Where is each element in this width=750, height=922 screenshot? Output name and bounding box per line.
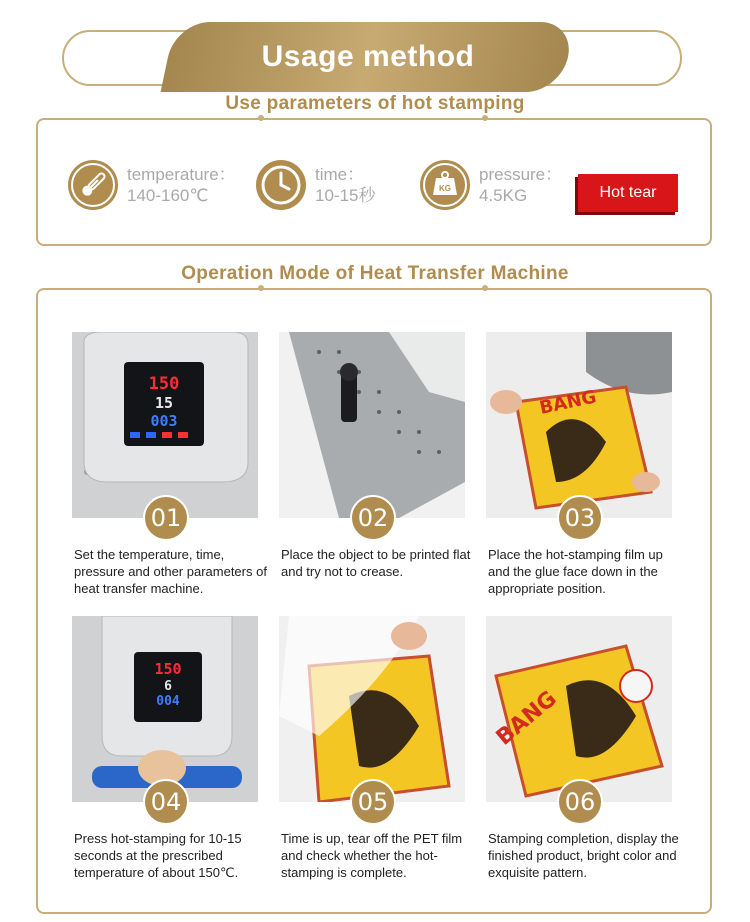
frame-dot bbox=[482, 285, 488, 291]
hot-tear-badge: Hot tear bbox=[578, 174, 678, 212]
svg-text:BANG: BANG bbox=[537, 386, 599, 419]
svg-text:003: 003 bbox=[150, 412, 178, 430]
step-05-number: 05 bbox=[350, 779, 396, 825]
parameters-section-title: Use parameters of hot stamping bbox=[225, 93, 525, 114]
step-02-text: Place the object to be printed flat and try not to crease. bbox=[281, 547, 471, 579]
step-03-photo bbox=[486, 332, 672, 518]
param-time bbox=[256, 160, 375, 210]
operation-section-title: Operation Mode of Heat Transfer Machine bbox=[181, 263, 569, 284]
step-02-number: 02 bbox=[350, 495, 396, 541]
step-04-number: 04 bbox=[143, 779, 189, 825]
svg-text:15: 15 bbox=[154, 394, 174, 412]
frame-dot bbox=[258, 285, 264, 291]
svg-text:BANG: BANG bbox=[491, 686, 562, 751]
svg-text:150: 150 bbox=[154, 660, 182, 678]
pressure-value: 4.5KG bbox=[479, 186, 528, 205]
pressure-label: pressure： bbox=[479, 165, 563, 184]
svg-text:6: 6 bbox=[164, 679, 172, 694]
svg-text:150: 150 bbox=[148, 374, 180, 394]
param-pressure bbox=[420, 160, 562, 210]
step-04-text: Press hot-stamping for 10-15 seconds at the prescribed temperature of about 150℃. bbox=[74, 831, 242, 880]
param-temperature bbox=[68, 160, 236, 210]
clock-icon bbox=[256, 160, 306, 210]
step-03-text: Place the hot-stamping film up and the glue face down in the appropriate position. bbox=[488, 547, 663, 596]
step-03-number: 03 bbox=[557, 495, 603, 541]
step-01-text: Set the temperature, time, pressure and other parameters of heat transfer machine. bbox=[74, 547, 267, 596]
step-01-photo bbox=[72, 332, 258, 518]
step-01-number: 01 bbox=[143, 495, 189, 541]
svg-text:004: 004 bbox=[156, 694, 180, 709]
step-04-photo bbox=[72, 616, 258, 802]
step-02-photo bbox=[279, 332, 465, 518]
time-label: time： bbox=[315, 165, 365, 184]
time-value: 10-15秒 bbox=[315, 186, 376, 205]
thermometer-icon bbox=[68, 160, 118, 210]
temperature-label: temperature： bbox=[127, 165, 236, 184]
step-05-text: Time is up, tear off the PET film and check whether the hot-stamping is complete. bbox=[281, 831, 463, 880]
svg-text:KG: KG bbox=[439, 184, 451, 193]
step-06-number: 06 bbox=[557, 779, 603, 825]
step-06-photo bbox=[486, 616, 672, 802]
weight-icon bbox=[420, 160, 470, 210]
temperature-value: 140-160℃ bbox=[127, 186, 209, 205]
frame-dot bbox=[482, 115, 488, 121]
step-05-photo bbox=[279, 616, 465, 802]
step-06-text: Stamping completion, display the finished product, bright color and exquisite pattern. bbox=[488, 831, 679, 880]
frame-dot bbox=[258, 115, 264, 121]
page-title: Usage method bbox=[261, 40, 475, 73]
